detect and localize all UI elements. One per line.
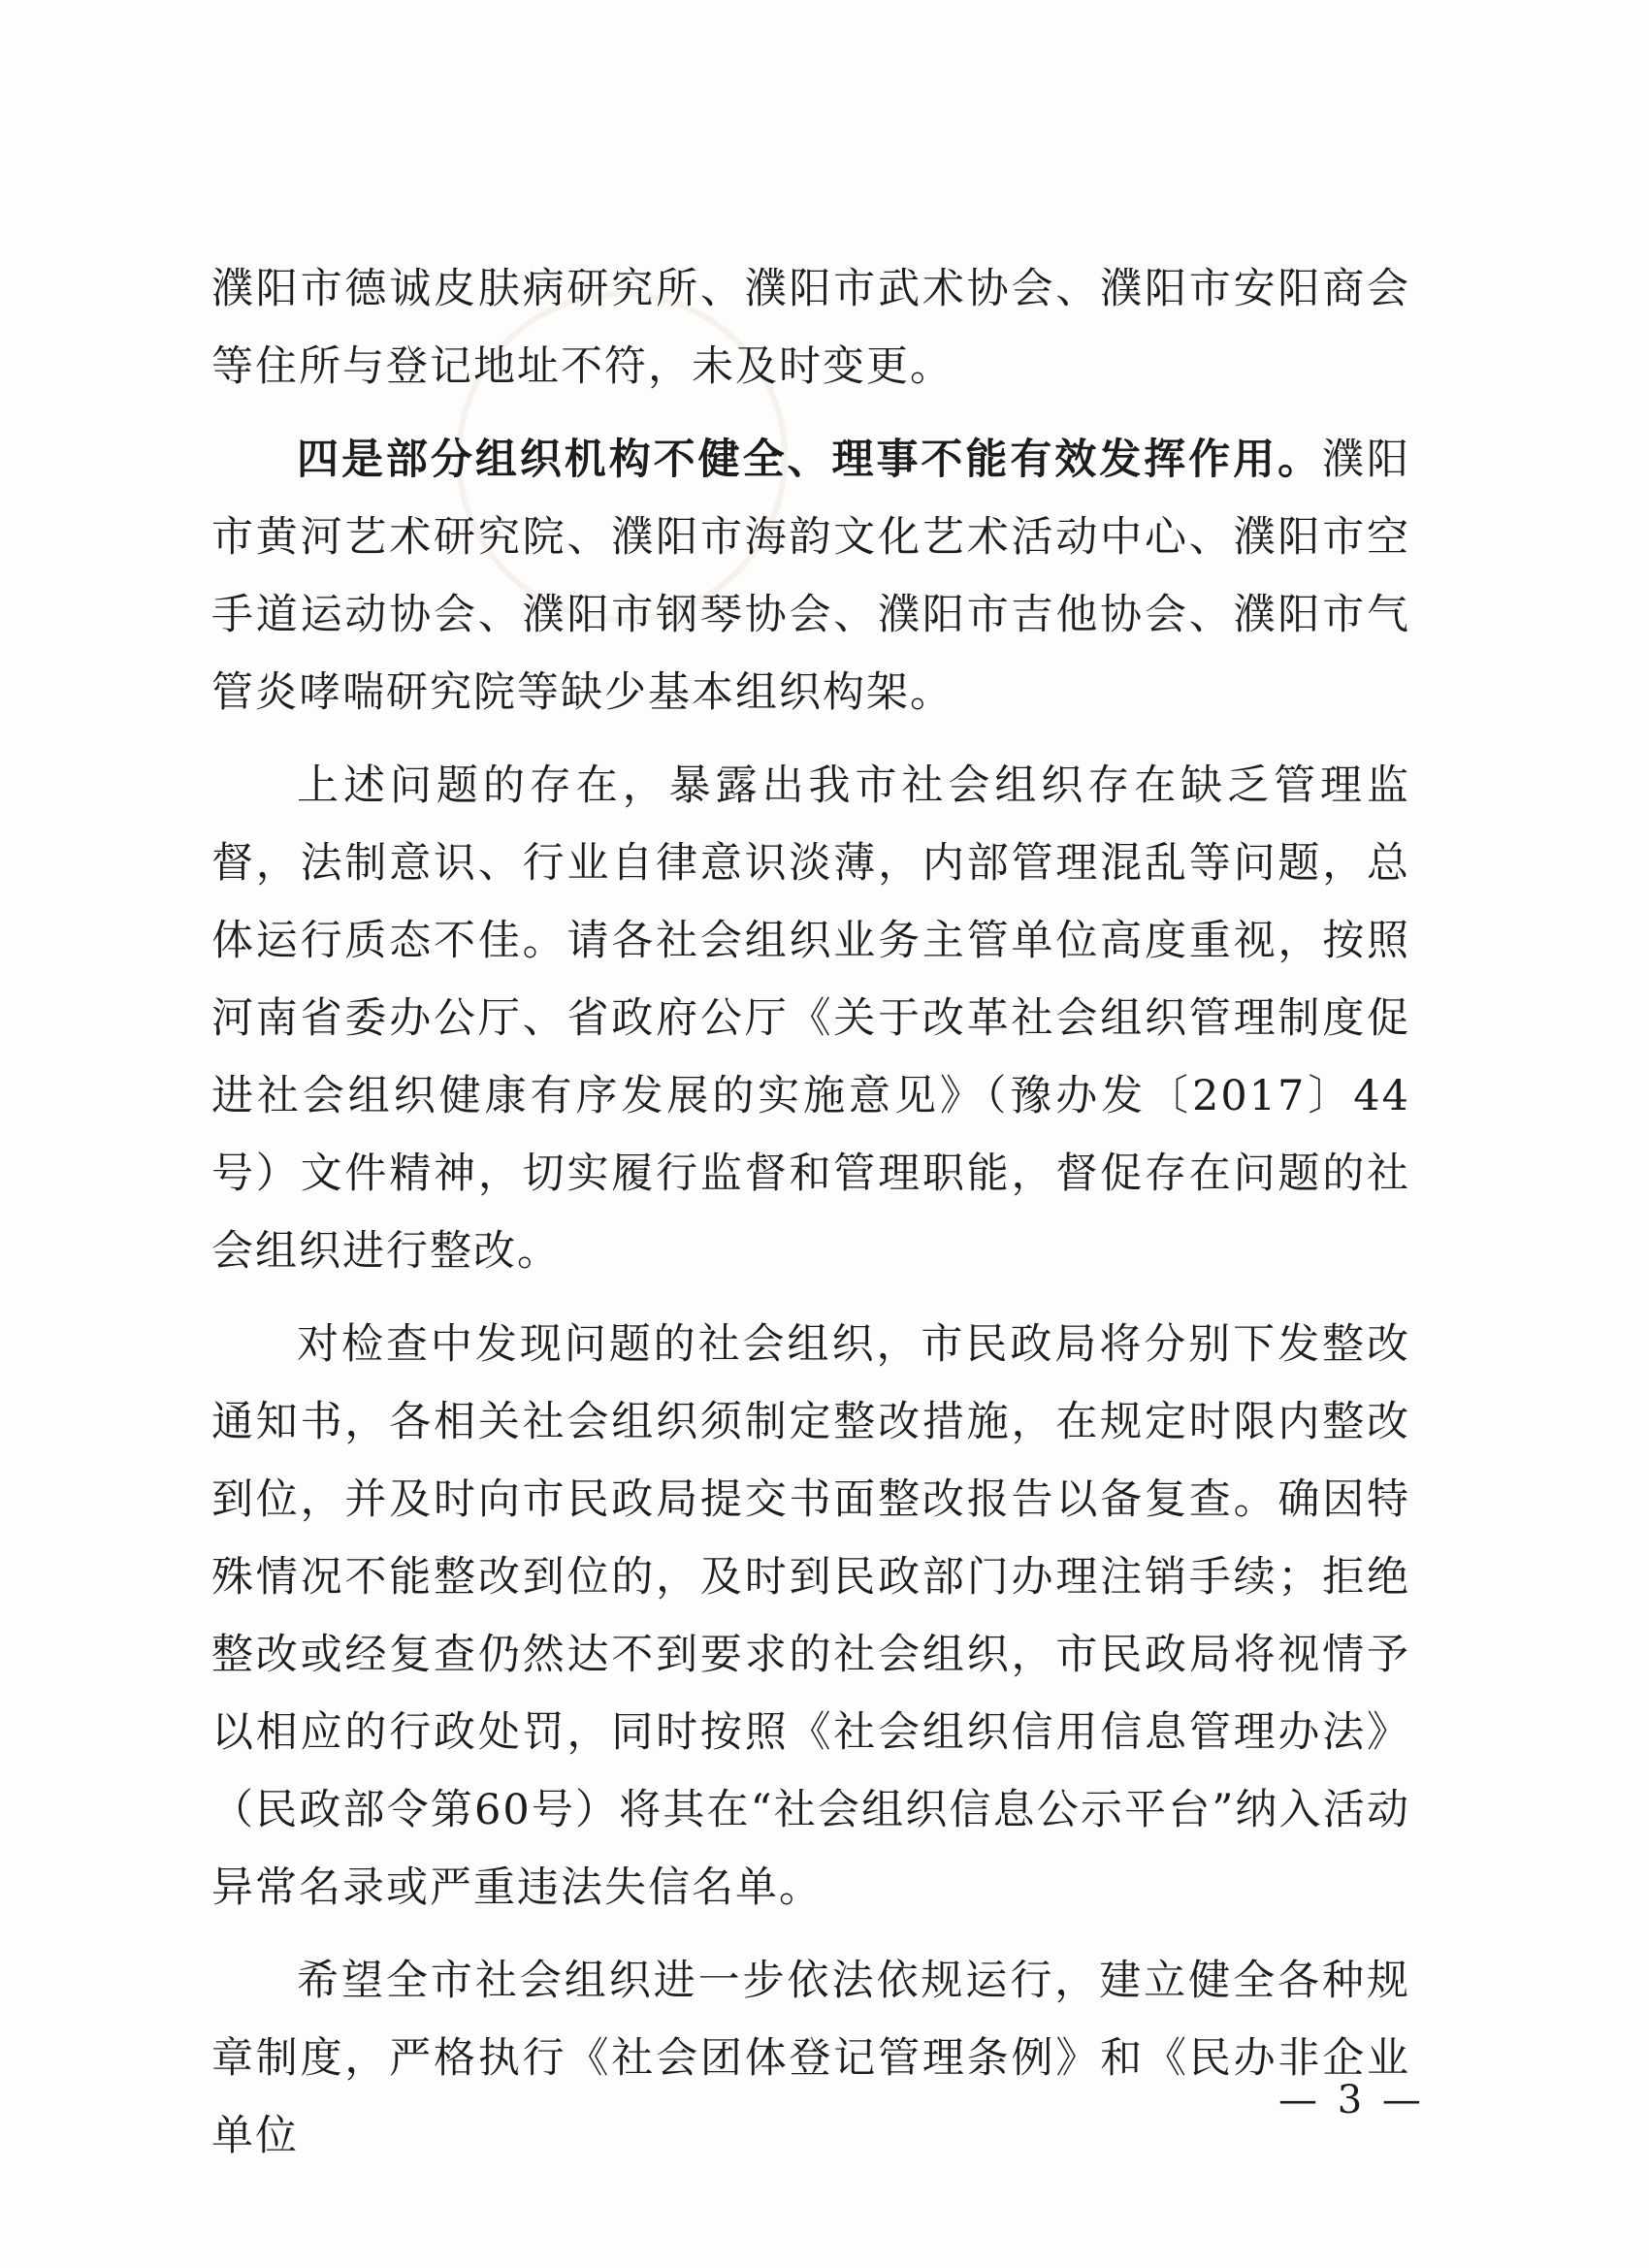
- paragraph-text: 濮阳市德诚皮肤病研究所、濮阳市武术协会、濮阳市安阳商会等住所与登记地址不符，未及时变更。: [211, 265, 1410, 391]
- paragraph-continuation: [211, 250, 1410, 405]
- paragraph-text: 希望全市社会组织进一步依法依规运行，建立健全各种规章制度，严格执行《社会团体登记管理条例》和《民办非企业单位: [211, 1957, 1410, 2160]
- paragraph-problem-summary: [211, 747, 1410, 1290]
- paragraph-rectification: [211, 1306, 1410, 1927]
- paragraph-text: 上述问题的存在，暴露出我市社会组织存在缺乏管理监督，法制意识、行业自律意识淡薄，内部管理混乱等问题，总体运行质态不佳。请各社会组织业务主管单位高度重视，按照河南省委办公厅、省政府公厅《关于改革社会组织管理制度促进社会组织健康有序发展的实施意见》（豫办发〔2017〕44号）文件精神，切实履行监督和管理职能，督促存在问题的社会组织进行整改。: [211, 761, 1410, 1276]
- paragraph-text: 濮阳市黄河艺术研究院、濮阳市海韵文化艺术活动中心、濮阳市空手道运动协会、濮阳市钢琴协会、濮阳市吉他协会、濮阳市气管炎哮喘研究院等缺少基本组织构架。: [211, 436, 1411, 717]
- document-body: [211, 250, 1410, 2175]
- page-number: — 3 —: [1278, 2078, 1425, 2122]
- paragraph-text: 对检查中发现问题的社会组织，市民政局将分别下发整改通知书，各相关社会组织须制定整改措施，在规定时限内整改到位，并及时向市民政局提交书面整改报告以备复查。确因特殊情况不能整改到位的，及时到民政部门办理注销手续；拒绝整改或经复查仍然达不到要求的社会组织，市民政局将视情予以相应的行政处罚，同时按照《社会组织信用信息管理办法》（民政部令第60号）将其在“社会组织信息公示平台”纳入活动异常名录或严重违法失信名单。: [211, 1320, 1410, 1912]
- paragraph-point-four: [211, 421, 1410, 731]
- paragraph-lead-heading: 四是部分组织机构不健全、理事不能有效发挥作用。: [297, 436, 1323, 484]
- paragraph-expectation: [211, 1942, 1410, 2175]
